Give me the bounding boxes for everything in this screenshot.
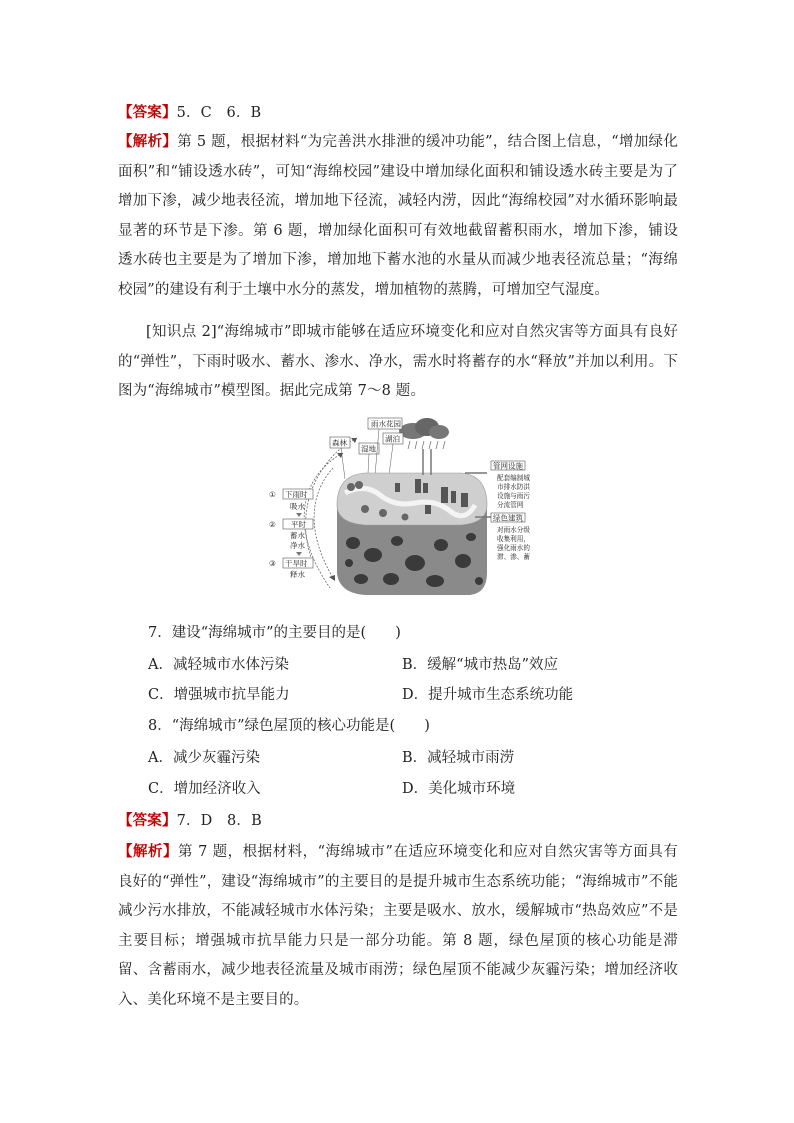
answer-text-2: 7．D 8．B [176,813,262,829]
step-2-num: ② [269,520,276,529]
q7-option-c: C．增强城市抗旱能力 [148,687,290,703]
sponge-city-diagram [265,413,550,603]
analysis-text: 第 5 题，根据材料“为完善洪水排泄的缓冲功能”，结合图上信息，“增加绿化面积”和“铺设透水砖”，可知“海绵校园”建设中增加绿化面积和铺设透水砖主要是为了增加下渗，减少地表径流，增加地下径流，减轻内涝，因此“海绵校园”对水循环影响最显著的环节是下渗。第 6 题，增加绿化面积可有效地截留蓄积雨水，增加下渗，铺设透水砖也主要是为了增加下渗，增加地下蓄水池的水量从而减少地表径流总量；“海绵校园”的建设有利于土壤中水分的蒸发，增加植物的蒸腾，可增加空气湿度。 [118,134,678,298]
label-wetland: 湿地 [361,444,376,454]
pipe-network-line-2: 市排水防洪 [497,483,530,491]
question-7-stem: 7．建设“海绵城市”的主要目的是( ) [148,625,401,641]
q8-option-c: C．增加经济收入 [148,781,261,797]
top-labels [330,418,403,479]
analysis-5-6 [118,127,678,305]
q8-option-d: D．美化城市环境 [402,781,516,797]
label-lake: 湖泊 [385,434,400,444]
label-forest: 森林 [332,438,347,448]
q8-option-b: B．减轻城市雨涝 [402,750,515,766]
step-2-desc-a: 蓄水 [290,531,305,540]
q7-option-d: D．提升城市生态系统功能 [402,687,574,703]
rain-cloud-icon [399,418,449,449]
pipe-network-box [491,461,530,510]
step-1-title: 下雨时 [285,490,308,499]
green-building-title: 绿色建筑 [493,513,523,523]
question-8-stem: 8．“海绵城市”绿色屋顶的核心功能是( ) [148,718,430,734]
q8-option-a: A．减少灰霾污染 [148,750,260,766]
step-3-title: 干旱时 [285,559,308,568]
green-building-box [491,513,530,562]
green-building-line-3: 强化雨水的 [497,544,530,552]
answer-7-8 [118,806,678,837]
q7-option-b: B．缓解“城市热岛”效应 [402,657,558,673]
pipe-network-title: 管网设施 [493,461,523,471]
step-3-desc: 释水 [290,570,305,579]
step-2-title: 平时 [291,520,306,529]
knowledge-text: [知识点 2]“海绵城市”即城市能够在适应环境变化和应对自然灾害等方面具有良好的“弹性”，下雨时吸水、蓄水、渗水、净水，需水时将蓄存的水“释放”并加以利用。下图为“海绵城市”模型图。据此完成第 7～8 题。 [118,324,678,399]
answer-tag: 【答案】 [118,104,177,121]
answer-tag-2: 【答案】 [118,812,177,829]
analysis-tag-2: 【解析】 [118,843,178,860]
analysis-tag: 【解析】 [118,133,178,150]
knowledge-point-2 [118,318,678,407]
step-2-desc-b: 净水 [290,541,305,550]
analysis-7-8 [118,837,678,1015]
label-rain-garden: 雨水花园 [371,419,401,429]
step-1-desc: 吸水 [290,502,305,511]
answer-5-6 [118,98,678,129]
sponge-block [337,473,487,595]
analysis-text-2: 第 7 题，根据材料，“海绵城市”在适应环境变化和应对自然灾害等方面具有良好的“弹性”，建设“海绵城市”的主要目的是提升城市生态系统功能；“海绵城市”不能减少污水排放，不能减轻城市水体污染；主要是吸水、放水，缓解城市“热岛效应”不是主要目标；增强城市抗旱能力只是一部分功能。第 8 题，绿色屋顶的核心功能是滞留、含蓄雨水，减少地表径流量及城市雨涝；绿色屋顶不能减少灰霾污染；增加经济收入、美化环境不是主要目的。 [118,844,678,1008]
pipe-network-line-1: 配套编制城 [497,474,530,482]
step-1-num: ① [269,490,276,499]
pipe-network-line-4: 分流管网 [497,501,524,509]
green-building-line-2: 收集利用， [497,535,530,543]
process-labels [269,489,313,579]
step-3-num: ③ [269,559,276,568]
green-building-line-4: 滞、渗、蓄 [497,553,530,561]
green-building-line-1: 对雨水分级 [497,526,530,534]
answer-text: 5．C 6．B [176,105,262,121]
q7-option-a: A．减轻城市水体污染 [148,657,289,673]
pipe-network-line-3: 设施与雨污 [497,492,530,500]
